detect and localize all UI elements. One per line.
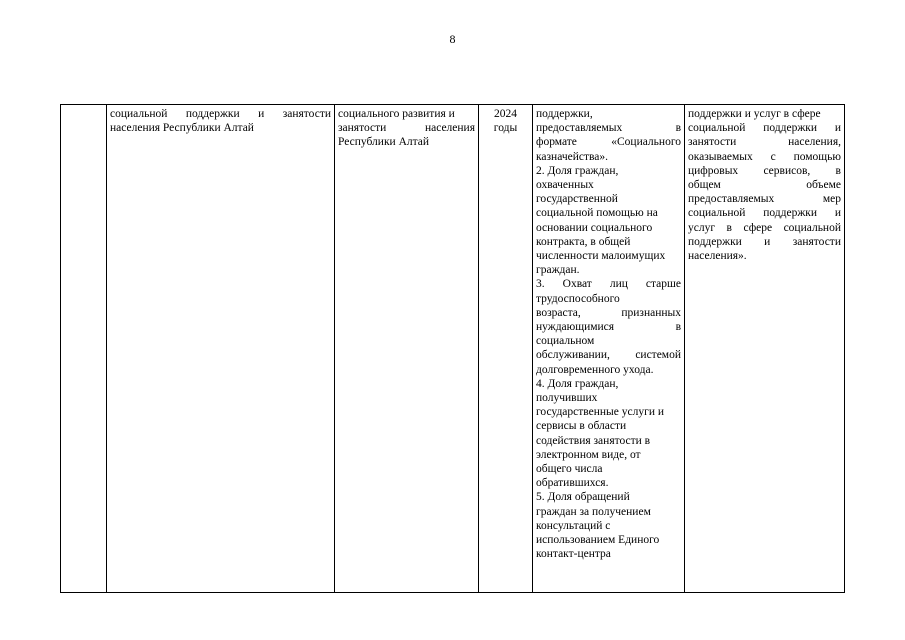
table-row	[61, 105, 845, 593]
text-line: общем объеме	[688, 179, 841, 192]
text-line: социальном	[536, 335, 595, 348]
cell-responsible	[335, 105, 479, 593]
text-line: сервисы в области	[536, 420, 627, 433]
text-line: Республики Алтай	[338, 136, 430, 149]
cell-results	[685, 105, 845, 593]
text-line: контракта, в общей	[536, 235, 631, 248]
text-line: годы	[493, 122, 518, 135]
text-line: контакт-центра	[536, 548, 611, 561]
text-line: долговременного ухода.	[536, 363, 654, 376]
text-line: социальной поддержки и	[688, 207, 841, 220]
text-line: казначейства».	[536, 150, 609, 163]
text-line: 5. Доля обращений	[536, 491, 630, 504]
text-line: использованием Единого	[536, 534, 660, 547]
text-line: трудоспособного	[536, 292, 620, 305]
text-line: охваченных	[536, 179, 594, 192]
text-line: предоставляемых в	[536, 122, 681, 135]
text-line: консультаций с	[536, 519, 611, 532]
text-line: государственной	[536, 193, 618, 206]
text-line: социального развития и	[338, 108, 455, 120]
text-line: 2024	[494, 108, 517, 120]
text-line: поддержки и услуг в сфере	[688, 108, 821, 120]
text-line: 4. Доля граждан,	[536, 377, 619, 390]
text-line: электронном виде, от	[536, 448, 641, 461]
document-table	[60, 104, 845, 593]
text-line: обслуживании, системой	[536, 349, 681, 362]
cell-program-name	[107, 105, 335, 593]
cell-indicators	[533, 105, 685, 593]
text-line: населения».	[688, 250, 747, 263]
text-line: цифровых сервисов, в	[688, 164, 841, 177]
text-line: содействия занятости в	[536, 434, 651, 447]
text-line: обратившихся.	[536, 477, 609, 490]
page-number: 8	[449, 32, 456, 46]
text-line: 2. Доля граждан,	[536, 164, 619, 177]
text-line: граждан за получением	[536, 505, 651, 518]
text-line: населения Республики Алтай	[110, 122, 254, 135]
text-line: предоставляемых мер	[688, 193, 841, 206]
text-line: возраста, признанных	[536, 306, 681, 319]
text-line: социальной поддержки и	[688, 122, 841, 135]
text-line: государственные услуги и	[536, 406, 665, 419]
text-line: граждан.	[536, 264, 580, 277]
text-line: занятости населения,	[688, 136, 841, 149]
text-line: поддержки и занятости	[688, 235, 841, 248]
text-line: 3. Охват лиц старше	[536, 278, 681, 291]
text-line: поддержки,	[536, 108, 593, 120]
text-line: услуг в сфере социальной	[688, 221, 841, 234]
text-line: формате «Социального	[536, 136, 681, 149]
text-line: общего числа	[536, 463, 603, 476]
text-line: получивших	[536, 392, 598, 405]
text-line: численности малоимущих	[536, 250, 666, 263]
text-line: основании социального	[536, 221, 653, 234]
text-line: занятости населения	[338, 122, 475, 135]
text-line: нуждающимися в	[536, 321, 681, 334]
text-line: социальной поддержки и занятости	[110, 108, 331, 120]
cell-number	[61, 105, 107, 593]
text-line: оказываемых с помощью	[688, 150, 841, 163]
text-line: социальной помощью на	[536, 207, 658, 220]
cell-period	[479, 105, 533, 593]
